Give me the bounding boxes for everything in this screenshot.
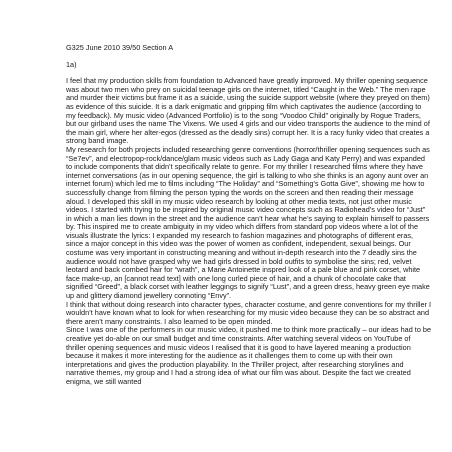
section-label: 1a) [66, 59, 77, 69]
document-header: G325 June 2010 39/50 Section A [66, 43, 174, 52]
paragraph: I think that without doing research into character types, character costume, and genre conventions for my thriller I wouldn’t have known what to look for when researching for my music video because they can be so abstract and there aren’t many constraints. I also learned to be open minded. [66, 299, 432, 326]
paragraph: My research for both projects included researching genre conventions (horror/thriller opening sequences such as “Se7ev”, and electropop-rock/dance/glam music videos such as Lady Gaga and Katy Perry) and was expanded to include components that didn’t specifically relate to genre. For my thriller I researched films where they have internet conversations (as in our opening sequence, the girl is talking to who she thinks is an agony aunt over an internet forum) which led me to films including “The Holiday” and “Something’s Gotta Give”, showing me how to successfully change from filming the person typing the words on the screen and then reading their message aloud. I developed this skill in my music video research by looking at other media texts, not just other music videos. I started with trying to be inspired by original music video concepts such as Radiohead’s video for “Just” in which a man lies down in the street and the audience can’t hear what he’s saying to explain himself to passers by. This inspired me to create ambiguity in my video which differs from standard pop videos where a lot of the visuals illustrate the lyrics: I expanded my research to fashion magazines and photographs of different eras, since a major concept in this video was the power of women as confident, independent, sexual beings. Our costume was very important in constructing meaning and without in-depth research into the 7 deadly sins the audience would not have grasped why we had girls dressed in bold outfits to symbolise the sins; red, velvet leotard and back combed hair for “wrath”, a Marie Antoinette inspred look of a pale blue and pink corset, white face make-up, an [cannot read text] with one long curled piece of hair, and a chunk of chocolate cake that signified “Greed”, a black corset with leather leggings to signify “Lust”, and a green dress, heavy green eye make up and glittery diamond jewellery connoting “Envy”. [66, 144, 430, 301]
paragraph: I feel that my production skills from foundation to Advanced have greatly improved. My thriller opening sequence was about two men who prey on suicidal teenage girls on the internet, titled “Caught in the Web.” The men rape and murder their victims but frame it as a suicide, using the suicide support website (where they preyed on them) as evidence of this suicide. It is a dark enigmatic and gripping film which captivates the audience (according to my feedback). My music video (Advanced Portfolio) is to the song “Voodoo Child” originally by Rogue Traders, but our girlband uses the name The Vixens. We used 4 girls and our video transports the audience to the mind of the main girl, where her alter-egos (dressed as the deadly sins) corrupt her. It is a racy funky video that creates a strong band image. [66, 76, 430, 146]
paragraph: Since I was one of the performers in our music video, it pushed me to think more practically – our ideas had to be creative yet do-able on our small budget and time constraints. After watching several videos on YouTube of thriller opening sequences and music videos I realised that it is good to have layered meaning a production because it makes it more interesting for the audience as it challenges them to come up with their own interpretations and gives the production playability. In the Thriller project, after researching storylines and narrative themes, my group and I had a strong idea of what our film was about. Despite the fact we created enigma, we still wanted [66, 325, 432, 386]
